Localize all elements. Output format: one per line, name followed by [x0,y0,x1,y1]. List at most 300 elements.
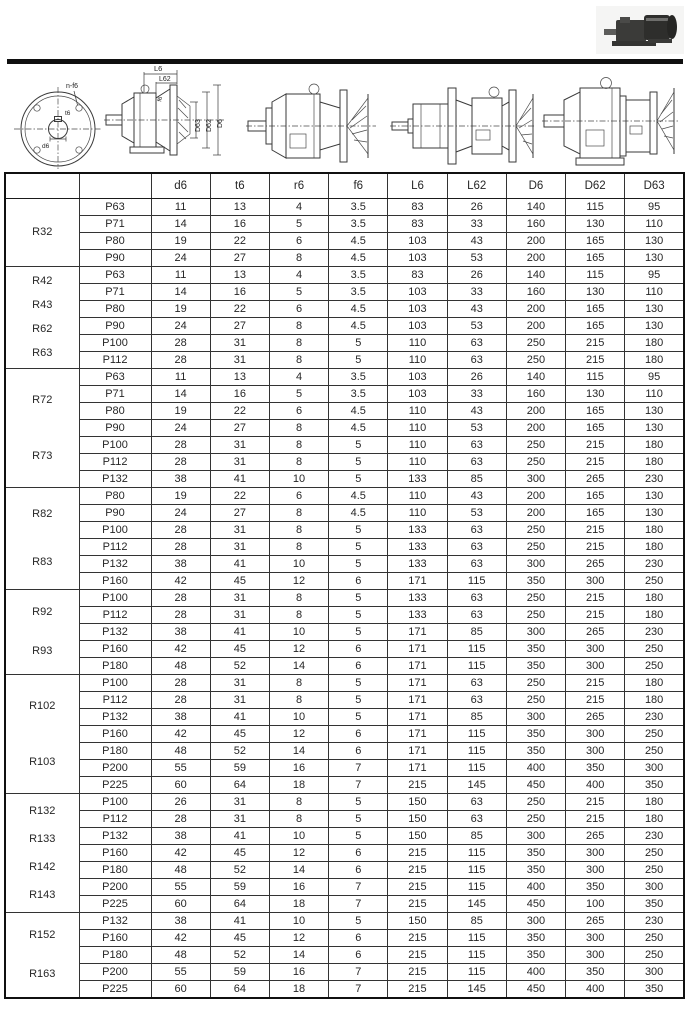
lifting-eye [141,85,149,93]
table-row [5,607,684,624]
size-cell: P160 [79,845,151,862]
value-cell: 130 [625,233,684,250]
value-cell: 110 [388,437,447,454]
value-cell: 250 [625,641,684,658]
value-cell: 215 [388,947,447,964]
value-cell: 48 [151,658,210,675]
table-row [5,216,684,233]
value-cell: 230 [625,624,684,641]
value-cell: 215 [566,675,625,692]
shaft-diameter-label: d6 [42,143,50,150]
value-cell: 16 [269,760,328,777]
value-cell: 26 [447,369,506,386]
dimension-table [4,172,685,999]
value-cell: 171 [388,709,447,726]
value-cell: 250 [625,845,684,862]
value-cell: 16 [210,284,269,301]
value-cell: 3.5 [329,386,388,403]
table-row [5,267,684,284]
value-cell: 28 [151,811,210,828]
series-label: R93 [32,645,53,657]
header-row [5,173,684,199]
value-cell: 180 [625,454,684,471]
series-label: R92 [32,606,53,618]
value-cell: 130 [625,318,684,335]
size-cell: P180 [79,743,151,760]
value-cell: 200 [506,488,565,505]
value-cell: 8 [269,607,328,624]
value-cell: 133 [388,607,447,624]
value-cell: 300 [506,624,565,641]
bolt-hole [76,147,82,153]
value-cell: 160 [506,216,565,233]
value-cell: 22 [210,488,269,505]
column-header-D6: D6 [506,173,565,199]
value-cell: 215 [566,811,625,828]
table-row [5,199,684,216]
value-cell: 350 [625,777,684,794]
value-cell: 5 [329,352,388,369]
table-row [5,505,684,522]
value-cell: 180 [625,607,684,624]
value-cell: 5 [329,437,388,454]
value-cell: 31 [210,539,269,556]
value-cell: 6 [329,658,388,675]
size-cell: P80 [79,403,151,420]
value-cell: 103 [388,284,447,301]
table-row [5,250,684,267]
table-row [5,964,684,981]
value-cell: 130 [566,284,625,301]
value-cell: 24 [151,420,210,437]
value-cell: 38 [151,471,210,488]
value-cell: 350 [625,981,684,999]
value-cell: 12 [269,845,328,862]
value-cell: 160 [506,284,565,301]
value-cell: 11 [151,267,210,284]
size-cell: P160 [79,930,151,947]
value-cell: 130 [625,505,684,522]
value-cell: 350 [506,947,565,964]
value-cell: 85 [447,913,506,930]
value-cell: 11 [151,369,210,386]
value-cell: 180 [625,539,684,556]
value-cell: 42 [151,930,210,947]
table-row [5,352,684,369]
value-cell: 8 [269,794,328,811]
value-cell: 31 [210,454,269,471]
size-cell: P90 [79,505,151,522]
value-cell: 28 [151,692,210,709]
value-cell: 180 [625,335,684,352]
size-cell: P160 [79,726,151,743]
value-cell: 215 [388,981,447,999]
flange-plate [650,92,657,154]
column-header-L6: L6 [388,173,447,199]
value-cell: 110 [388,403,447,420]
column-header-t6: t6 [210,173,269,199]
size-cell: P180 [79,947,151,964]
value-cell: 8 [269,454,328,471]
value-cell: 6 [269,301,328,318]
value-cell: 63 [447,607,506,624]
reducer-side-view-c [542,66,684,170]
bolt-hole [34,147,40,153]
value-cell: 7 [329,879,388,896]
lifting-eye [489,87,499,97]
column-header-D62: D62 [566,173,625,199]
value-cell: 180 [625,437,684,454]
value-cell: 48 [151,947,210,964]
value-cell: 230 [625,471,684,488]
value-cell: 400 [566,981,625,999]
value-cell: 85 [447,709,506,726]
value-cell: 33 [447,216,506,233]
column-header-f6: f6 [329,173,388,199]
size-cell: P200 [79,760,151,777]
value-cell: 300 [566,658,625,675]
lifting-eye [309,84,319,94]
value-cell: 63 [447,811,506,828]
value-cell: 200 [506,301,565,318]
value-cell: 8 [269,590,328,607]
series-label: R132 [29,804,56,817]
value-cell: 45 [210,930,269,947]
value-cell: 110 [625,284,684,301]
value-cell: 63 [447,335,506,352]
value-cell: 140 [506,267,565,284]
table-row [5,369,684,386]
series-label: R63 [32,346,53,359]
value-cell: 41 [210,556,269,573]
value-cell: 4.5 [329,420,388,437]
value-cell: 110 [388,420,447,437]
value-cell: 250 [625,573,684,590]
value-cell: 63 [447,352,506,369]
table-row [5,318,684,335]
table-row [5,743,684,760]
value-cell: 13 [210,267,269,284]
value-cell: 165 [566,420,625,437]
value-cell: 85 [447,624,506,641]
size-cell: P90 [79,318,151,335]
value-cell: 16 [269,964,328,981]
value-cell: 180 [625,590,684,607]
size-cell: P180 [79,862,151,879]
value-cell: 4.5 [329,488,388,505]
value-cell: 60 [151,896,210,913]
value-cell: 45 [210,573,269,590]
value-cell: 95 [625,267,684,284]
table-row [5,947,684,964]
size-cell: P100 [79,437,151,454]
value-cell: 215 [566,590,625,607]
series-label: R103 [29,755,56,768]
value-cell: 41 [210,471,269,488]
value-cell: 55 [151,760,210,777]
value-cell: 24 [151,505,210,522]
value-cell: 171 [388,726,447,743]
value-cell: 26 [447,267,506,284]
value-cell: 165 [566,505,625,522]
table-row [5,760,684,777]
value-cell: 14 [151,216,210,233]
value-cell: 31 [210,794,269,811]
value-cell: 300 [566,947,625,964]
table-row [5,930,684,947]
series-label: R72 [32,393,53,406]
value-cell: 180 [625,522,684,539]
value-cell: 250 [506,590,565,607]
series-label: R133 [29,832,56,845]
value-cell: 5 [329,539,388,556]
value-cell: 45 [210,726,269,743]
value-cell: 59 [210,760,269,777]
value-cell: 31 [210,335,269,352]
value-cell: 215 [566,522,625,539]
value-cell: 5 [329,624,388,641]
value-cell: 4.5 [329,250,388,267]
key-depth-label: t6 [65,110,71,117]
value-cell: 63 [447,454,506,471]
value-cell: 42 [151,573,210,590]
value-cell: 63 [447,692,506,709]
value-cell: 5 [329,692,388,709]
value-cell: 180 [625,811,684,828]
value-cell: 145 [447,981,506,999]
value-cell: 133 [388,522,447,539]
size-cell: P71 [79,284,151,301]
value-cell: 8 [269,420,328,437]
series-label: R152 [29,929,56,941]
size-cell: P112 [79,607,151,624]
value-cell: 95 [625,369,684,386]
value-cell: 250 [506,692,565,709]
value-cell: 110 [388,488,447,505]
value-cell: 10 [269,471,328,488]
value-cell: 28 [151,675,210,692]
value-cell: 165 [566,233,625,250]
value-cell: 16 [210,386,269,403]
value-cell: 250 [625,726,684,743]
size-cell: P132 [79,556,151,573]
value-cell: 55 [151,964,210,981]
flange-thickness-label: f6 [157,96,165,103]
size-cell: P132 [79,709,151,726]
value-cell: 52 [210,658,269,675]
value-cell: 5 [329,590,388,607]
table-row [5,811,684,828]
value-cell: 63 [447,794,506,811]
value-cell: 5 [329,709,388,726]
value-cell: 83 [388,199,447,216]
value-cell: 115 [447,862,506,879]
value-cell: 12 [269,641,328,658]
value-cell: 200 [506,318,565,335]
value-cell: 130 [625,301,684,318]
value-cell: 130 [625,250,684,267]
value-cell: 60 [151,981,210,999]
value-cell: 6 [329,573,388,590]
value-cell: 8 [269,505,328,522]
size-cell: P100 [79,590,151,607]
size-cell: P160 [79,573,151,590]
value-cell: 133 [388,556,447,573]
value-cell: 300 [506,709,565,726]
foot [576,158,624,165]
value-cell: 7 [329,760,388,777]
value-cell: 350 [506,743,565,760]
value-cell: 7 [329,964,388,981]
size-cell: P225 [79,777,151,794]
value-cell: 150 [388,913,447,930]
size-cell: P132 [79,624,151,641]
value-cell: 110 [388,505,447,522]
value-cell: 14 [269,862,328,879]
value-cell: 31 [210,675,269,692]
value-cell: 38 [151,709,210,726]
value-cell: 10 [269,624,328,641]
value-cell: 140 [506,369,565,386]
value-cell: 115 [447,641,506,658]
value-cell: 215 [566,539,625,556]
value-cell: 130 [566,386,625,403]
value-cell: 200 [506,250,565,267]
value-cell: 19 [151,301,210,318]
table-row [5,403,684,420]
value-cell: 400 [506,964,565,981]
foot [130,147,164,153]
value-cell: 160 [506,386,565,403]
series-label: R83 [32,555,53,568]
table-row [5,556,684,573]
series-group-cell [5,488,79,590]
value-cell: 133 [388,539,447,556]
value-cell: 165 [566,403,625,420]
value-cell: 53 [447,420,506,437]
value-cell: 115 [447,658,506,675]
size-cell: P112 [79,352,151,369]
value-cell: 350 [506,573,565,590]
value-cell: 59 [210,879,269,896]
value-cell: 5 [329,522,388,539]
table-row [5,777,684,794]
value-cell: 28 [151,539,210,556]
value-cell: 5 [329,556,388,573]
value-cell: 110 [388,335,447,352]
value-cell: 5 [329,828,388,845]
value-cell: 215 [566,352,625,369]
series-group-cell [5,199,79,267]
value-cell: 4 [269,369,328,386]
value-cell: 250 [506,352,565,369]
table-row [5,335,684,352]
value-cell: 103 [388,386,447,403]
value-cell: 4.5 [329,505,388,522]
table-row [5,488,684,505]
value-cell: 400 [506,879,565,896]
value-cell: 52 [210,862,269,879]
value-cell: 215 [566,794,625,811]
size-cell: P100 [79,522,151,539]
value-cell: 250 [625,862,684,879]
value-cell: 7 [329,896,388,913]
table-row [5,437,684,454]
value-cell: 350 [506,658,565,675]
value-cell: 6 [329,743,388,760]
value-cell: 165 [566,301,625,318]
table-row [5,539,684,556]
value-cell: 27 [210,420,269,437]
value-cell: 300 [566,726,625,743]
value-cell: 8 [269,522,328,539]
value-cell: 42 [151,726,210,743]
value-cell: 41 [210,913,269,930]
value-cell: 53 [447,318,506,335]
value-cell: 85 [447,471,506,488]
value-cell: 14 [269,947,328,964]
value-cell: 85 [447,828,506,845]
value-cell: 4 [269,267,328,284]
value-cell: 215 [388,862,447,879]
value-cell: 43 [447,488,506,505]
value-cell: 6 [329,845,388,862]
value-cell: 48 [151,743,210,760]
value-cell: 8 [269,811,328,828]
value-cell: 300 [566,930,625,947]
value-cell: 300 [625,760,684,777]
overall-length-label: L6 [154,64,163,73]
value-cell: 3.5 [329,267,388,284]
column-header-blank [79,173,151,199]
flange-outer-diameter-label: D6 [217,119,224,128]
value-cell: 12 [269,573,328,590]
value-cell: 95 [625,199,684,216]
value-cell: 64 [210,777,269,794]
size-cell: P132 [79,913,151,930]
table-row [5,590,684,607]
value-cell: 230 [625,828,684,845]
value-cell: 215 [388,930,447,947]
value-cell: 250 [506,335,565,352]
value-cell: 28 [151,590,210,607]
value-cell: 33 [447,386,506,403]
size-cell: P80 [79,488,151,505]
value-cell: 6 [329,726,388,743]
value-cell: 63 [447,437,506,454]
value-cell: 350 [625,896,684,913]
size-cell: P100 [79,675,151,692]
table-row [5,675,684,692]
value-cell: 27 [210,250,269,267]
value-cell: 200 [506,420,565,437]
table-row [5,420,684,437]
value-cell: 5 [269,386,328,403]
value-cell: 215 [388,964,447,981]
series-label: R32 [32,226,53,238]
table-row [5,624,684,641]
value-cell: 180 [625,692,684,709]
value-cell: 3.5 [329,369,388,386]
size-cell: P200 [79,964,151,981]
value-cell: 4.5 [329,233,388,250]
table-row [5,896,684,913]
value-cell: 150 [388,828,447,845]
value-cell: 180 [625,675,684,692]
series-group-cell [5,590,79,675]
value-cell: 10 [269,828,328,845]
table-body [5,199,684,999]
